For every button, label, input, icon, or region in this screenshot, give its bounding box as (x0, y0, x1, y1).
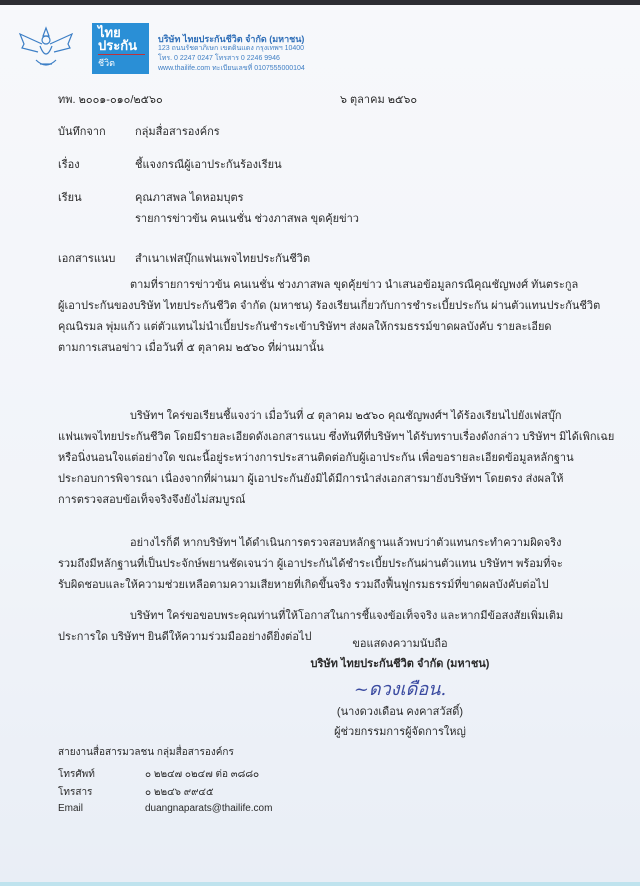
scan-top-edge (0, 0, 640, 5)
letter-date: ๖ ตุลาคม ๒๕๖๐ (340, 94, 418, 106)
company-phone: โทร. 0 2247 0247 โทรสาร 0 2246 9946 (158, 55, 280, 62)
reference-number: ทพ. ๒๐๐๑-๐๑๐/๒๕๖๐ (58, 94, 163, 106)
company-info (158, 34, 305, 74)
company-address: 123 ถนนรัชดาภิเษก เขตดินแดง กรุงเทพฯ 10400 (158, 45, 305, 52)
paragraph-line: รวมถึงมีหลักฐานที่เป็นประจักษ์พยานชัดเจนว่า ผู้เอาประกันได้ชำระเบี้ยประกันผ่านตัวแทน บริษัทฯ พร้อมที่จะ (58, 558, 563, 570)
paragraph-line: ประกอบการพิจารณา เนื่องจากที่ผ่านมา ผู้เอาประกันยังมิได้มีการนำส่งเอกสารมายังบริษัทฯ โดยตรง ส่งผลให้ (58, 473, 564, 485)
scan-bottom-edge (0, 882, 640, 886)
paragraph-line: คุณนิรมล พุ่มแก้ว แต่ตัวแทนไม่นำเบี้ยประกันชำระเข้าบริษัทฯ ส่งผลให้กรมธรรม์ขาดผลบังคับ รายละเอียด (58, 321, 552, 333)
logo-text-line: ประกัน (98, 38, 137, 53)
field-value-attachment: สำเนาเฟสบุ๊กแฟนเพจไทยประกันชีวิต (135, 253, 311, 265)
paragraph-line: ตามที่รายการข่าวข้น คนเนชั่น ช่วงภาสพล ขุดคุ้ยข่าว นำเสนอข้อมูลกรณีคุณชัญพงศ์ ทันตระกูล (130, 279, 579, 291)
field-value-to: คุณภาสพล ไดหอมบุตร (135, 192, 244, 204)
logo-text-line: ชีวิต (98, 58, 116, 68)
signer-title: ผู้ช่วยกรรมการผู้จัดการใหญ่ (334, 726, 466, 738)
paragraph-line: ประการใด บริษัทฯ ยินดีให้ความร่วมมืออย่างดียิ่งต่อไป (58, 631, 312, 643)
paragraph-line: บริษัทฯ ใคร่ขอขอบพระคุณท่านที่ให้โอกาสในการชี้แจงข้อเท็จจริง และหากมีข้อสงสัยเพิ่มเติม (130, 610, 564, 622)
paragraph-line: ตามการเสนอข่าว เมื่อวันที่ ๕ ตุลาคม ๒๕๖๐ ที่ผ่านมานั้น (58, 342, 324, 354)
field-value-to-line2: รายการข่าวข้น คนเนชั่น ช่วงภาสพล ขุดคุ้ยข่าว (135, 213, 359, 225)
closing-company: บริษัท ไทยประกันชีวิต จำกัด (มหาชน) (310, 658, 490, 670)
thailife-logo (92, 23, 149, 74)
signer-name: (นางดวงเดือน คงคาสวัสดิ์) (336, 706, 464, 718)
paragraph-line: หรือนิ่งนอนใจแต่อย่างใด ขณะนี้อยู่ระหว่างการประสานติดต่อกับผู้เอาประกัน เพื่อขอรายละเอียดข้อมูลหลักฐาน (58, 452, 574, 464)
contact-fax: ๐ ๒๒๔๖ ๙๙๔๕ (145, 787, 214, 798)
company-web: www.thailife.com ทะเบียนเลขที่ 0107555000104 (158, 65, 305, 72)
paragraph-line: รับผิดชอบและให้ความช่วยเหลือตามความเสียหายที่เกิดขึ้นจริง รวมถึงฟื้นฟูกรมธรรม์ที่ขาดผลบังคับต่อไป (58, 579, 549, 591)
contact-label-fax: โทรสาร (58, 787, 93, 798)
signature: ~ดวงเดือน. (353, 679, 447, 700)
contact-label-email: Email (58, 803, 84, 814)
paragraph-line: อย่างไรก็ดี หากบริษัทฯ ได้ดำเนินการตรวจสอบหลักฐานแล้วพบว่าตัวแทนกระทำความผิดจริง (130, 537, 562, 549)
paragraph-line: แฟนเพจไทยประกันชีวิต โดยมีรายละเอียดดังเอกสารแนบ ซึ่งทันทีที่บริษัทฯ ได้รับทราบเรื่องดังกล่าว บริษัทฯ มิได้เพิกเฉย (58, 431, 615, 443)
field-value-subject: ชี้แจงกรณีผู้เอาประกันร้องเรียน (135, 159, 282, 171)
closing-salutation: ขอแสดงความนับถือ (352, 638, 448, 650)
logo-text-line: ไทย (98, 25, 121, 40)
field-label-to: เรียน (58, 192, 82, 204)
contact-label-phone: โทรศัพท์ (58, 769, 95, 780)
field-label-subject: เรื่อง (58, 159, 80, 171)
paragraph-line: การตรวจสอบข้อเท็จจริงจึงยังไม่สมบูรณ์ (58, 494, 246, 506)
paragraph-line: ผู้เอาประกันของบริษัท ไทยประกันชีวิต จำกัด (มหาชน) ร้องเรียนเกี่ยวกับการชำระเบี้ยประกัน ผ่านตัวแทนประกันชีวิต (58, 300, 601, 312)
field-value-from: กลุ่มสื่อสารองค์กร (135, 126, 220, 138)
contact-phone: ๐ ๒๒๔๗ ๐๒๔๗ ต่อ ๓๘๘๐ (145, 769, 260, 780)
company-name: บริษัท ไทยประกันชีวิต จำกัด (มหาชน) (158, 34, 305, 44)
contact-department: สายงานสื่อสารมวลชน กลุ่มสื่อสารองค์กร (58, 747, 234, 758)
contact-email[interactable]: duangnaparats@thailife.com (145, 803, 273, 814)
paragraph-line: บริษัทฯ ใคร่ขอเรียนชี้แจงว่า เมื่อวันที่ ๔ ตุลาคม ๒๕๖๐ คุณชัญพงศ์ฯ ได้ร้องเรียนไปยังเฟสบุ๊ก (130, 410, 562, 422)
field-label-from: บันทึกจาก (58, 126, 106, 138)
field-label-attachment: เอกสารแนบ (58, 253, 116, 265)
garuda-emblem-icon (18, 24, 74, 72)
